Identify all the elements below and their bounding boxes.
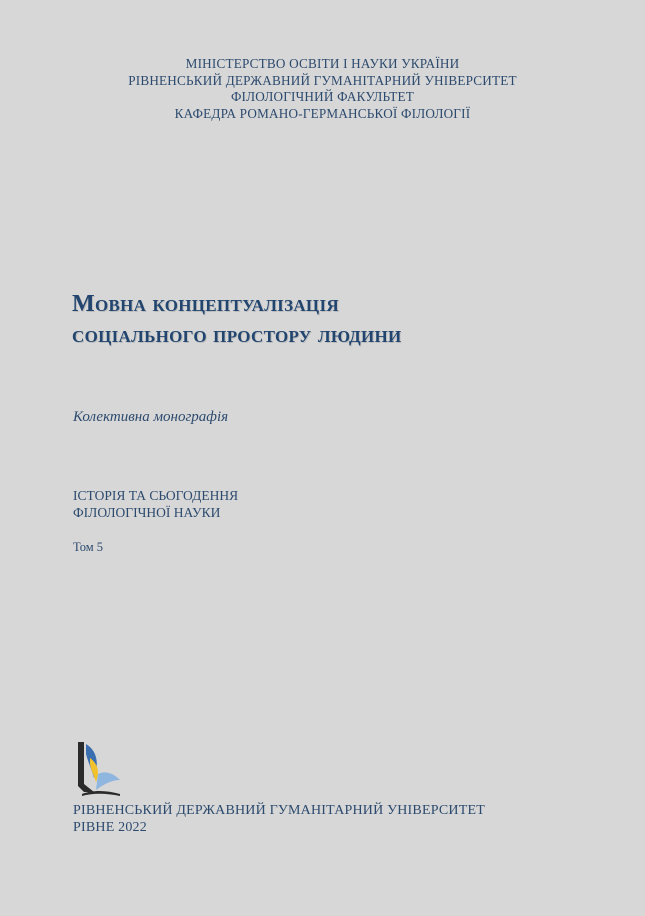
series-line-2: ФІЛОЛОГІЧНОЇ НАУКИ bbox=[73, 505, 221, 520]
book-subtitle: Колективна монографія bbox=[73, 409, 229, 425]
publisher-block bbox=[73, 803, 485, 836]
department-line: КАФЕДРА РОМАНО-ГЕРМАНСЬКОЇ ФІЛОЛОГІЇ bbox=[174, 105, 471, 121]
title-line-1: Мовна концептуалізація bbox=[72, 291, 339, 317]
university-logo-icon bbox=[74, 740, 124, 798]
series-line-1: ІСТОРІЯ ТА СЬОГОДЕННЯ bbox=[73, 488, 239, 503]
ministry-line: МІНІСТЕРСТВО ОСВІТИ І НАУКИ УКРАЇНИ bbox=[185, 56, 460, 71]
faculty-line: ФІЛОЛОГІЧНИЙ ФАКУЛЬТЕТ bbox=[230, 89, 415, 104]
publisher-name: РІВНЕНСЬКИЙ ДЕРЖАВНИЙ ГУМАНІТАРНИЙ УНІВЕРСИТЕТ bbox=[73, 803, 485, 818]
institution-header bbox=[0, 56, 645, 122]
university-line: РІВНЕНСЬКИЙ ДЕРЖАВНИЙ ГУМАНІТАРНИЙ УНІВЕРСИТЕТ bbox=[128, 72, 517, 88]
publication-place-year: РІВНЕ 2022 bbox=[73, 819, 147, 835]
volume-label: Том 5 bbox=[73, 540, 103, 554]
book-title bbox=[72, 289, 402, 351]
series-title bbox=[73, 487, 238, 521]
title-line-2: соціального простору людини bbox=[72, 322, 402, 348]
